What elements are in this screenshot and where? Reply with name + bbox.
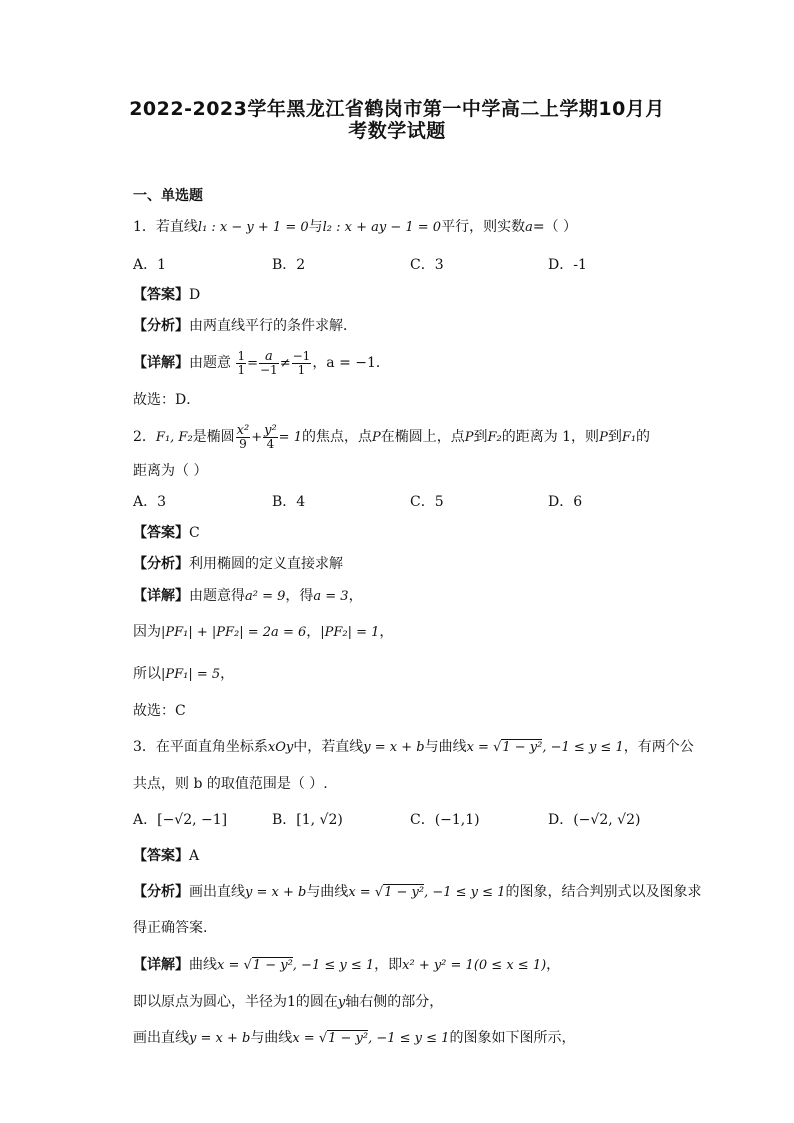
q2-stem-line-2: 距离为（ ） xyxy=(133,463,208,479)
q3-detail-line-2: 即以原点为圆心，半径为1的圆在y轴右侧的部分， xyxy=(133,994,444,1010)
q2-option-b: B．4 xyxy=(272,494,306,510)
q1-analysis: 【分析】由两直线平行的条件求解． xyxy=(133,318,357,334)
page-title-line-2: 考数学试题 xyxy=(348,120,446,142)
page-title-line-1: 2022-2023学年黑龙江省鹤岗市第一中学高二上学期10月月 xyxy=(129,98,665,120)
fraction: $\frac{a}{-1}$ xyxy=(260,348,278,377)
fraction: $\frac{1}{1}$ xyxy=(237,348,246,377)
q2-answer: 【答案】C xyxy=(133,525,200,541)
q3-option-b: B．[1, √2) xyxy=(272,812,343,828)
q1-line-l2: l₂ : x + ay − 1 = 0 xyxy=(322,220,442,235)
q3-analysis-line-2: 得正确答案. xyxy=(133,920,208,936)
q2-detail-line-2: 因为|PF₁| + |PF₂| = 2a = 6，|PF₂| = 1， xyxy=(133,624,394,640)
q2-option-a: A．3 xyxy=(133,494,167,510)
q3-option-a: A．[−√2, −1] xyxy=(133,812,228,828)
q3-answer: 【答案】A xyxy=(133,848,200,864)
q1-line-l1: l₁ : x − y + 1 = 0 xyxy=(197,220,309,235)
q1-answer: 【答案】D xyxy=(133,287,201,303)
q2-stem: 2．F₁, F₂是椭圆 $\frac{\text{x²}}{9}$ + $\frac{\text{y²}}{4}$ = 1的焦点，点P在椭圆上，点P到F₂的距离为 1，则P到F₁的 xyxy=(133,422,651,451)
q3-detail: 【详解】曲线x = √1 − y², −1 ≤ y ≤ 1，即x² + y² = 1(0 ≤ x ≤ 1)， xyxy=(133,957,561,973)
q1-option-a: A．1 xyxy=(133,257,167,273)
fraction: $\frac{-1}{1}$ xyxy=(292,348,311,377)
q1-option-d: D．-1 xyxy=(548,257,587,273)
q1-option-b: B．2 xyxy=(272,257,306,273)
section-heading: 一、单选题 xyxy=(133,188,203,204)
q3-stem: 3．在平面直角坐标系xOy中，若直线y = x + b与曲线x = √1 − y², −1 ≤ y ≤ 1，有两个公 xyxy=(133,739,694,755)
q3-option-d: D．(−√2, √2) xyxy=(548,812,641,828)
q1-detail: 【详解】由题意 $\frac{1}{1}$ = $\frac{a}{-1}$ ≠ $\frac{-1}{1}$ ，a = −1． xyxy=(133,348,390,377)
fraction: $\frac{\text{y²}}{4}$ xyxy=(264,422,277,451)
q1-option-c: C．3 xyxy=(410,257,444,273)
q2-detail: 【详解】由题意得a² = 9，得a = 3， xyxy=(133,588,363,604)
q2-detail-line-3: 所以|PF₁| = 5， xyxy=(133,666,235,682)
q3-stem-line-2: 共点，则 b 的取值范围是（ ）. xyxy=(133,776,328,792)
q3-detail-line-3: 画出直线y = x + b与曲线x = √1 − y², −1 ≤ y ≤ 1的图象如下图所示， xyxy=(133,1030,576,1046)
q1-stem: 1．若直线l₁ : x − y + 1 = 0与l₂ : x + ay − 1 = 0平行，则实数a=（ ） xyxy=(133,219,578,235)
q3-option-c: C．(−1,1) xyxy=(410,812,480,828)
q2-analysis: 【分析】利用椭圆的定义直接求解 xyxy=(133,556,343,572)
q2-choose: 故选：C xyxy=(133,703,186,719)
q1-choose: 故选：D． xyxy=(133,392,201,408)
fraction: $\frac{\text{x²}}{9}$ xyxy=(236,422,250,451)
q3-analysis: 【分析】画出直线y = x + b与曲线x = √1 − y², −1 ≤ y ≤ 1的图象，结合判别式以及图象求 xyxy=(133,884,702,900)
q2-option-d: D．6 xyxy=(548,494,583,510)
q2-option-c: C．5 xyxy=(410,494,444,510)
